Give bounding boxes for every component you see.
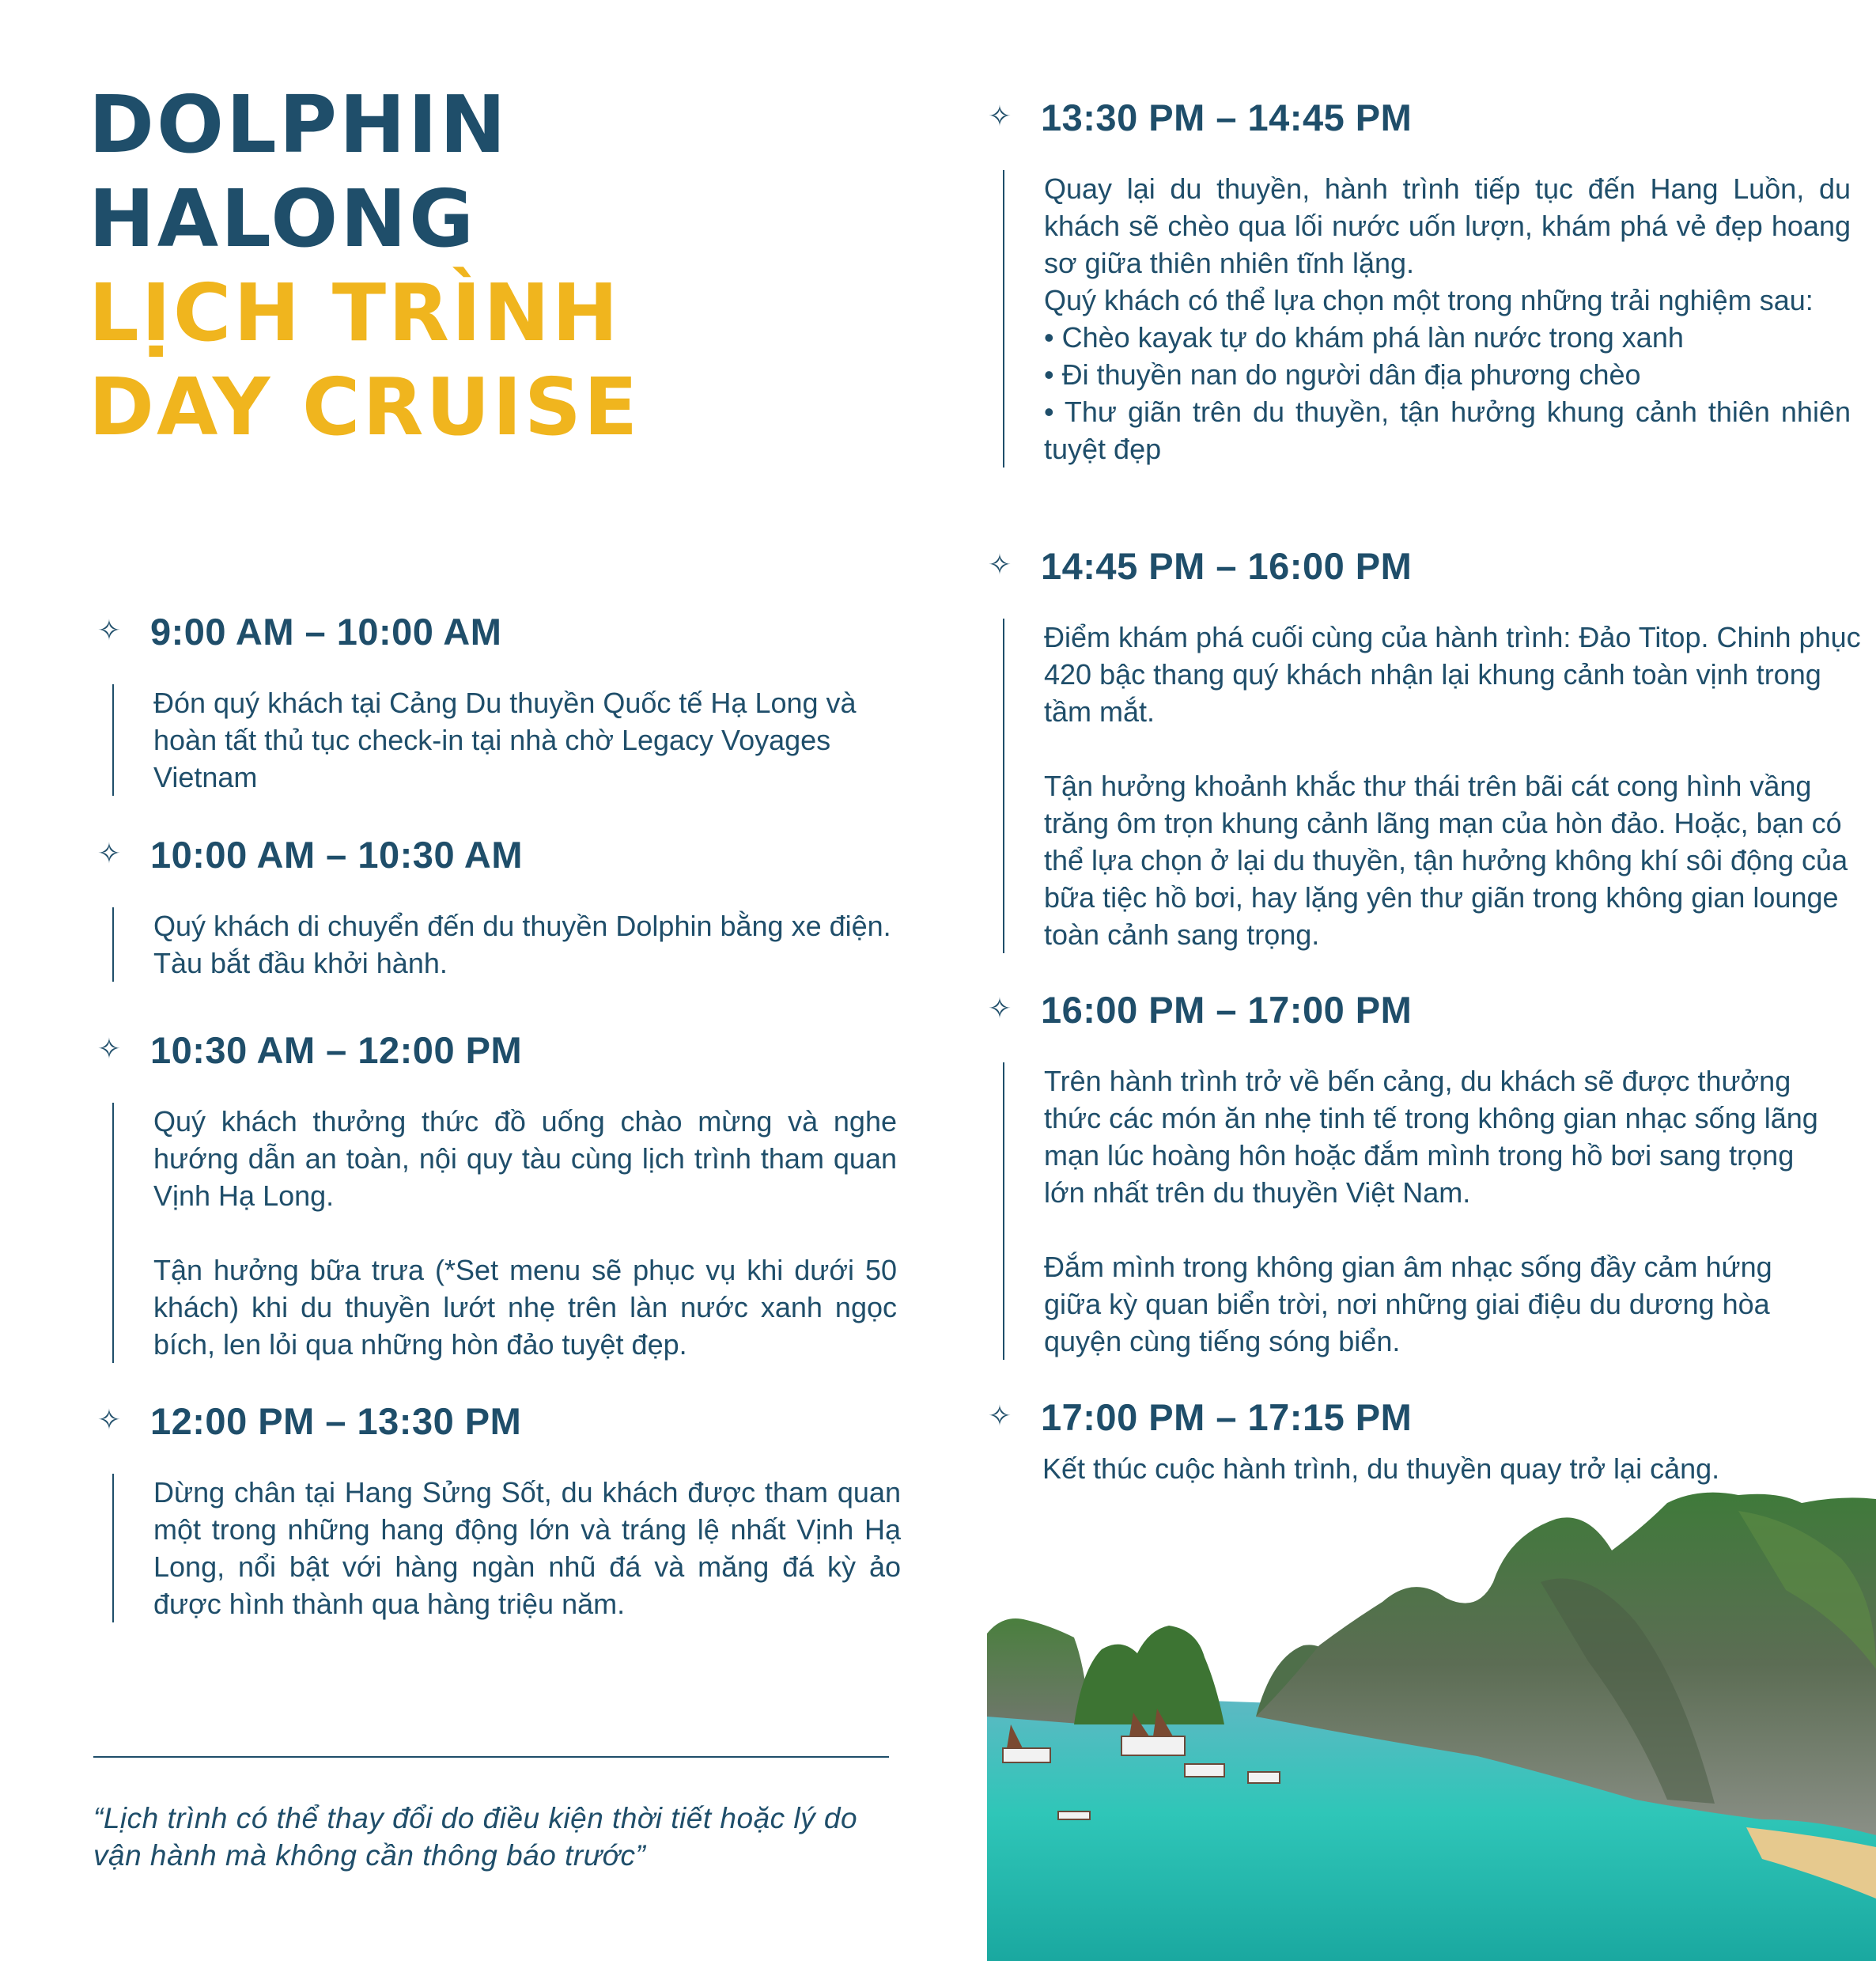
page-title [89,78,640,454]
compass-star-icon: ✧ [987,549,1012,581]
schedule-description [1003,1450,1865,1487]
title-line-dolphin: DOLPHIN [89,78,509,171]
schedule-item [984,93,1862,468]
karst-island-left [987,1618,1090,1724]
time-range: 12:00 PM – 13:30 PM [150,1399,522,1442]
description-paragraph: Dừng chân tại Hang Sửng Sốt, du khách được tham quan một trong những hang động lớn và tráng lệ nhất Vịnh Hạ Long, nổi bật với hàng ngàn nhũ đá và măng đá kỳ ảo được hình thành qua hàng triệu năm. [153,1476,901,1620]
description-paragraph: Đắm mình trong không gian âm nhạc sống đầy cảm hứng giữa kỳ quan biển trời, nơi những giai điệu du dương hòa quyện cùng tiếng sóng biển. [1044,1251,1772,1357]
description-paragraph: Đón quý khách tại Cảng Du thuyền Quốc tế Hạ Long và hoàn tất thủ tục check-in tại nhà chờ Legacy Voyages Vietnam [153,687,857,793]
time-range: 9:00 AM – 10:00 AM [150,610,502,653]
schedule-description [112,1474,901,1622]
schedule-item [93,608,932,796]
description-paragraph: Điểm khám phá cuối cùng của hành trình: Đảo Titop. Chinh phục 420 bậc thang quý khách nhận lại khung cảnh toàn vịnh trong tầm mắt. [1044,621,1861,728]
compass-star-icon: ✧ [987,993,1012,1025]
schedule-description [112,907,913,982]
description-paragraph: Trên hành trình trở về bến cảng, du khách sẽ được thưởng thức các món ăn nhẹ tinh tế trong không gian nhạc sống lãng mạn lúc hoàng hôn hoặc đắm mình trong hồ bơi sang trọng lớn nhất trên du thuyền Việt Nam. [1044,1065,1818,1209]
schedule-description [1003,1062,1835,1360]
description-paragraph: Quý khách di chuyển đến du thuyền Dolphin bằng xe điện. Tàu bắt đầu khởi hành. [153,910,891,979]
time-range: 17:00 PM – 17:15 PM [1041,1395,1413,1438]
schedule-description [1003,170,1851,468]
time-range: 14:45 PM – 16:00 PM [1041,544,1413,587]
schedule-description [112,684,881,796]
schedule-item [93,1397,932,1622]
description-paragraph: Quý khách thưởng thức đồ uống chào mừng và nghe hướng dẫn an toàn, nội quy tàu cùng lịch trình tham quan Vịnh Hạ Long. [153,1105,897,1212]
disclaimer-note: “Lịch trình có thể thay đổi do điều kiện thời tiết hoặc lý do vận hành mà không cần thông báo trước” [93,1802,858,1872]
bullet-item: • Chèo kayak tự do khám phá làn nước trong xanh [1044,321,1684,354]
schedule-item [93,831,932,982]
compass-star-icon: ✧ [96,615,122,647]
title-line-lich-trinh: LỊCH TRÌNH [89,267,621,359]
compass-star-icon: ✧ [987,100,1012,133]
title-line-day-cruise: DAY CRUISE [89,361,641,453]
title-line-halong: HALONG [89,172,477,265]
bullet-item: • Đi thuyền nan do người dân địa phương chèo [1044,358,1641,391]
schedule-item [984,986,1862,1360]
time-range: 16:00 PM – 17:00 PM [1041,988,1413,1031]
description-paragraph: Quý khách có thể lựa chọn một trong những trải nghiệm sau: [1044,284,1814,316]
schedule-description [112,1103,897,1363]
divider [93,1756,889,1758]
bullet-item: • Thư giãn trên du thuyền, tận hưởng khung cảnh thiên nhiên tuyệt đẹp [1044,396,1851,465]
schedule-item [984,542,1870,953]
time-range: 10:30 AM – 12:00 PM [150,1028,523,1071]
schedule-item [984,1393,1862,1487]
description-paragraph: Quay lại du thuyền, hành trình tiếp tục đến Hang Luồn, du khách sẽ chèo qua lối nước uốn lượn, khám phá vẻ đẹp hoang sơ giữa thiên nhiên tĩnh lặng. [1044,172,1851,279]
karst-island-twin-peaks [1074,1626,1224,1724]
compass-star-icon: ✧ [987,1400,1012,1433]
schedule-description [1003,619,1874,953]
description-paragraph: Kết thúc cuộc hành trình, du thuyền quay trở lại cảng. [1042,1452,1720,1485]
halong-bay-illustration [987,1487,1876,1961]
time-range: 13:30 PM – 14:45 PM [1041,96,1413,138]
compass-star-icon: ✧ [96,1404,122,1437]
description-paragraph: Tận hưởng khoảnh khắc thư thái trên bãi cát cong hình vầng trăng ôm trọn khung cảnh lãng mạn của hòn đảo. Hoặc, bạn có thể lựa chọn ở lại du thuyền, tận hưởng không khí sôi động của bữa tiệc hồ bơi, hay lặng yên thư giãn trong không gian lounge toàn cảnh sang trọng. [1044,770,1848,951]
time-range: 10:00 AM – 10:30 AM [150,833,523,876]
compass-star-icon: ✧ [96,1033,122,1066]
compass-star-icon: ✧ [96,838,122,870]
schedule-item [93,1026,932,1363]
description-paragraph: Tận hưởng bữa trưa (*Set menu sẽ phục vụ khi dưới 50 khách) khi du thuyền lướt nhẹ trên làn nước xanh ngọc bích, len lỏi qua những hòn đảo tuyệt đẹp. [153,1254,897,1361]
